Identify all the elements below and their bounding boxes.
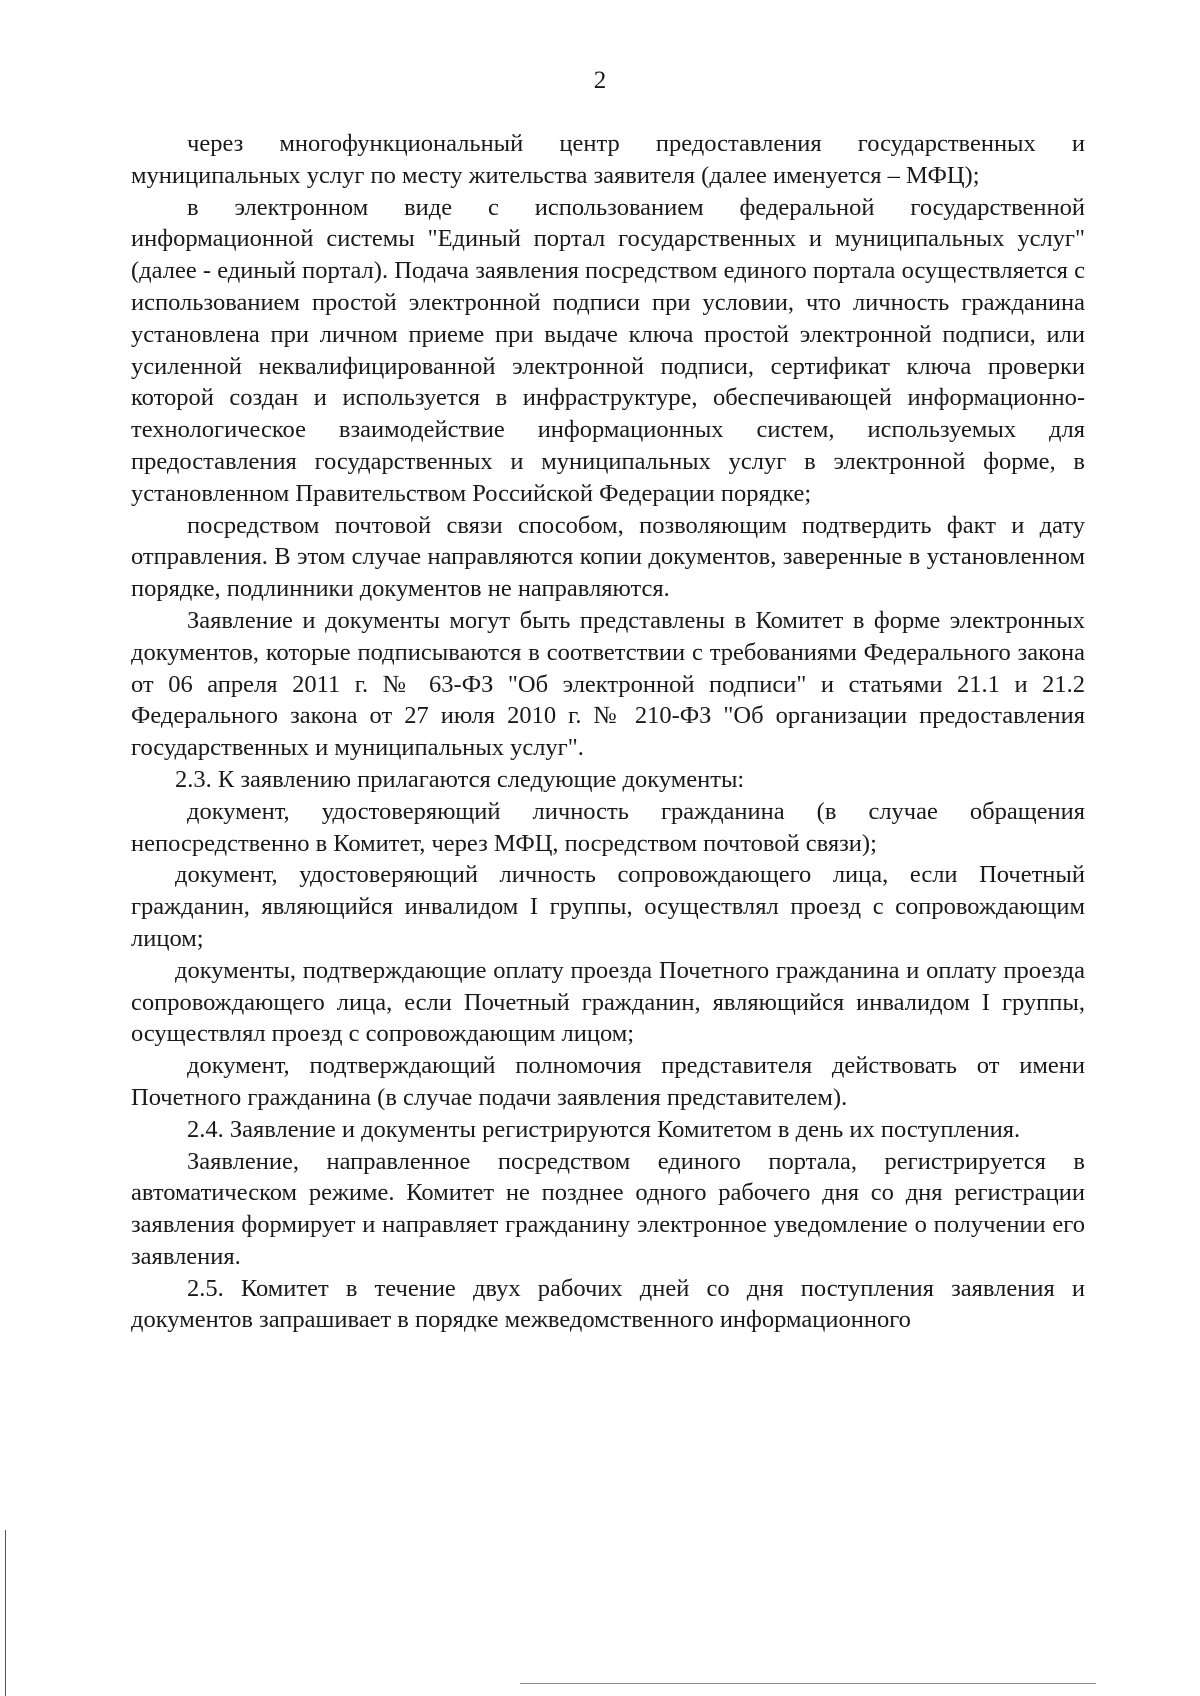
paragraph-section-2-3: 2.3. К заявлению прилагаются следующие документы: <box>175 765 745 793</box>
paragraph-electronic-submission: в электронном виде с использованием федеральной государственной информационной системы "Единый портал государственных и муниципальных услуг" (далее - единый портал). Подача заявления посредством единого портала осуществляется с использованием простой электронной подписи при условии, что личность гражданина установлена при личном приеме при выдаче ключа простой электронной подписи, или усиленной неквалифицированной электронной подписи, сертификат ключа проверки которой создан и используется в инфраструктуре, обеспечивающей информационно-технологическое взаимодействие информационных систем, используемых для предоставления государственных и муниципальных услуг в электронной форме, в установленном Правительством Российской Федерации порядке; <box>131 193 1085 507</box>
paragraph-mfc: через многофункциональный центр предоставления государственных и муниципальных услуг по месту жительства заявителя (далее именуется – МФЦ); <box>131 130 1085 189</box>
paragraph-section-2-4: 2.4. Заявление и документы регистрируются Комитетом в день их поступления. <box>187 1115 1021 1143</box>
bottom-rule <box>520 1683 1096 1684</box>
page-number: 2 <box>593 67 607 94</box>
paragraph-section-2-5: 2.5. Комитет в течение двух рабочих дней со дня поступления заявления и документов запрашивает в порядке межведомственного информационного <box>131 1274 1085 1334</box>
paragraph-electronic-documents: Заявление и документы могут быть представлены в Комитет в форме электронных документов, которые подписываются в соответствии с требованиями Федерального закона от 06 апреля 2011 г. № 63-ФЗ "Об электронной подписи" и статьями 21.1 и 21.2 Федерального закона от 27 июля 2010 г. № 210-ФЗ "Об организации предоставления государственных и муниципальных услуг". <box>131 606 1085 762</box>
document-body <box>131 128 1085 1336</box>
paragraph-escort-identity: документ, удостоверяющий личность сопровождающего лица, если Почетный гражданин, являющийся инвалидом I группы, осуществлял проезд с сопровождающим лицом; <box>131 861 1085 952</box>
paragraph-postal-submission: посредством почтовой связи способом, позволяющим подтвердить факт и дату отправления. В этом случае направляются копии документов, заверенные в установленном порядке, подлинники документов не направляются. <box>131 511 1085 603</box>
paragraph-portal-registration: Заявление, направленное посредством единого портала, регистрируется в автоматическом режиме. Комитет не позднее одного рабочего дня со дня регистрации заявления формирует и направляет гражданину электронное уведомление о получении его заявления. <box>131 1147 1085 1270</box>
paragraph-identity-document: документ, удостоверяющий личность гражданина (в случае обращения непосредственно в Комитет, через МФЦ, посредством почтовой связи); <box>131 797 1085 857</box>
paragraph-payment-documents: документы, подтверждающие оплату проезда Почетного гражданина и оплату проезда сопровождающего лица, если Почетный гражданин, являющийся инвалидом I группы, осуществлял проезд с сопровождающим лицом; <box>131 956 1085 1048</box>
paragraph-representative-authority: документ, подтверждающий полномочия представителя действовать от имени Почетного гражданина (в случае подачи заявления представителем). <box>131 1052 1085 1111</box>
scan-edge-line <box>5 1530 6 1696</box>
